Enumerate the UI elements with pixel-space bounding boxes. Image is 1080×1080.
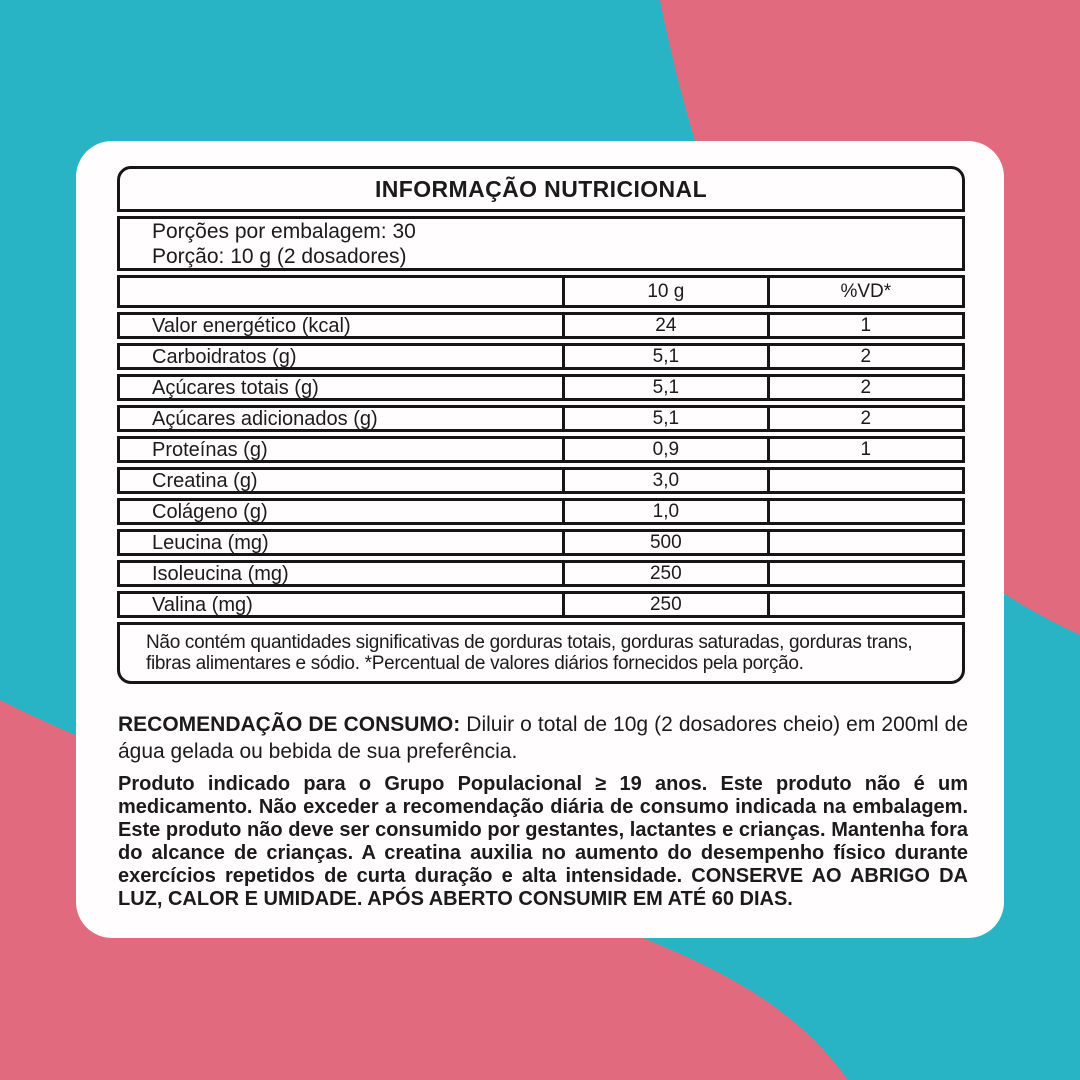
nutrient-label: Proteínas (g) [152,438,268,461]
nutrient-label: Isoleucina (mg) [152,562,289,585]
nutrient-label: Colágeno (g) [152,500,268,523]
nutrition-table [117,166,965,684]
nutrition-label-card [76,141,1004,938]
consumption-recommendation [118,711,968,765]
nutrient-label: Creatina (g) [152,469,258,492]
table-row [117,405,965,432]
footnote-text: Não contém quantidades significativas de gorduras totais, gorduras saturadas, gorduras trans, fibras alimentares e sódio. *Percentual de valores diários fornecidos pela porção. [146,632,913,674]
nutrient-dv: 1 [767,439,962,460]
table-row [117,498,965,525]
table-row [117,374,965,401]
nutrient-amount: 1,0 [562,501,767,522]
recommendation-text: Diluir o total de 10g (2 dosadores cheio) em 200ml de água gelada ou bebida de sua preferência. [118,713,968,763]
nutrient-dv [767,594,962,615]
servings-per-package: Porções por embalagem: 30 [152,219,416,243]
nutrient-amount: 24 [562,315,767,336]
table-row [117,343,965,370]
nutrient-label: Valina (mg) [152,593,253,616]
nutrient-amount: 250 [562,594,767,615]
nutrient-label: Valor energético (kcal) [152,314,351,337]
header-dv: %VD* [767,278,962,305]
table-row [117,467,965,494]
nutrient-amount: 5,1 [562,346,767,367]
table-title: INFORMAÇÃO NUTRICIONAL [117,166,965,212]
serving-size: Porção: 10 g (2 dosadores) [152,244,407,268]
nutrient-amount: 500 [562,532,767,553]
nutrient-label: Açúcares adicionados (g) [152,407,378,430]
header-amount: 10 g [562,278,767,305]
nutrient-dv: 2 [767,377,962,398]
nutrient-amount: 5,1 [562,377,767,398]
nutrient-amount: 3,0 [562,470,767,491]
recommendation-lead: RECOMENDAÇÃO DE CONSUMO: [118,713,461,736]
nutrient-dv: 2 [767,408,962,429]
header-empty [120,278,562,305]
table-footnote [117,622,965,684]
nutrient-label: Carboidratos (g) [152,345,297,368]
nutrient-label: Açúcares totais (g) [152,376,319,399]
nutrient-dv [767,470,962,491]
nutrient-dv [767,501,962,522]
nutrient-amount: 250 [562,563,767,584]
nutrient-amount: 0,9 [562,439,767,460]
table-header-row [117,275,965,308]
table-row [117,529,965,556]
table-row [117,560,965,587]
nutrient-dv: 1 [767,315,962,336]
nutrient-dv: 2 [767,346,962,367]
nutrient-label: Leucina (mg) [152,531,269,554]
table-row [117,436,965,463]
nutrient-amount: 5,1 [562,408,767,429]
serving-info [117,216,965,271]
nutrient-dv [767,532,962,553]
table-row [117,591,965,618]
table-row [117,312,965,339]
nutrient-dv [767,563,962,584]
warning-paragraph: Produto indicado para o Grupo Populacional ≥ 19 anos. Este produto não é um medicamento. Não exceder a recomendação diária de consumo indicada na embalagem. Este produto não deve ser consumido por gestantes, lactantes e crianças. Mantenha fora do alcance de crianças. A creatina auxilia no aumento do desempenho físico durante exercícios repetidos de curta duração e alta intensidade. CONSERVE AO ABRIGO DA LUZ, CALOR E UMIDADE. APÓS ABERTO CONSUMIR EM ATÉ 60 DIAS. [118,773,968,910]
